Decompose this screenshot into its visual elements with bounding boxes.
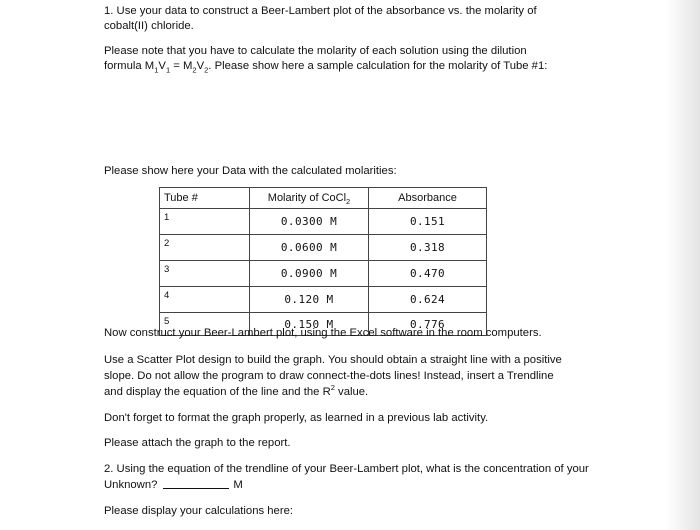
data-intro: Please show here your Data with the calculated molarities: bbox=[104, 165, 397, 177]
unknown-answer-blank[interactable] bbox=[163, 488, 229, 489]
table-row bbox=[160, 235, 487, 261]
construct-instruction: Now construct your Beer-Lambert plot, using the Excel software in the room computers. bbox=[104, 327, 542, 339]
table-row bbox=[160, 209, 487, 235]
table-header-row bbox=[160, 188, 487, 209]
cell-tube: 5 bbox=[160, 313, 250, 336]
page-edge-shadow bbox=[666, 0, 700, 530]
data-table bbox=[159, 187, 487, 336]
cell-absorbance: 0.624 bbox=[369, 287, 487, 313]
cell-absorbance: 0.151 bbox=[369, 209, 487, 235]
cell-molarity: 0.120 M bbox=[250, 287, 369, 313]
header-tube: Tube # bbox=[160, 188, 250, 209]
cell-molarity: 0.0900 M bbox=[250, 261, 369, 287]
table-row bbox=[160, 287, 487, 313]
cell-absorbance: 0.776 bbox=[369, 313, 487, 336]
dilution-note-line-2: formula $M_1V_1 = M_2V_2$. Please show here a sample calculation for the molarity of Tube #1: bbox=[104, 60, 548, 75]
question-2-line-2: Unknown? M bbox=[104, 479, 243, 491]
scatter-instruction-line-2: slope. Do not allow the program to draw connect-the-dots lines! Instead, insert a Trendline bbox=[104, 370, 554, 382]
cell-tube: 2 bbox=[160, 235, 250, 261]
table-row bbox=[160, 261, 487, 287]
cell-tube: 4 bbox=[160, 287, 250, 313]
cell-absorbance: 0.470 bbox=[369, 261, 487, 287]
cell-absorbance: 0.318 bbox=[369, 235, 487, 261]
question-1-line-2: cobalt(II) chloride. bbox=[104, 20, 194, 32]
calculations-prompt: Please display your calculations here: bbox=[104, 505, 294, 517]
header-absorbance: Absorbance bbox=[369, 188, 487, 209]
cell-molarity: 0.0300 M bbox=[250, 209, 369, 235]
dilution-note-line-1: Please note that you have to calculate the molarity of each solution using the dilution bbox=[104, 45, 527, 57]
format-reminder: Don't forget to format the graph properly, as learned in a previous lab activity. bbox=[104, 412, 489, 424]
question-2-line-1: 2. Using the equation of the trendline of your Beer-Lambert plot, what is the concentration of your bbox=[104, 463, 589, 475]
cell-tube: 3 bbox=[160, 261, 250, 287]
attach-graph-note: Please attach the graph to the report. bbox=[104, 437, 291, 449]
scatter-instruction-line-3: and display the equation of the line and the $R^2$ value. bbox=[104, 383, 369, 398]
scatter-instruction-line-1: Use a Scatter Plot design to build the graph. You should obtain a straight line with a positive bbox=[104, 354, 562, 366]
header-molarity: Molarity of CoCl$_2$ bbox=[250, 188, 369, 209]
question-1-line-1: 1. Use your data to construct a Beer-Lambert plot of the absorbance vs. the molarity of bbox=[104, 5, 537, 17]
cell-tube: 1 bbox=[160, 209, 250, 235]
cell-molarity: 0.0600 M bbox=[250, 235, 369, 261]
cell-molarity: 0.150 M bbox=[250, 313, 369, 336]
